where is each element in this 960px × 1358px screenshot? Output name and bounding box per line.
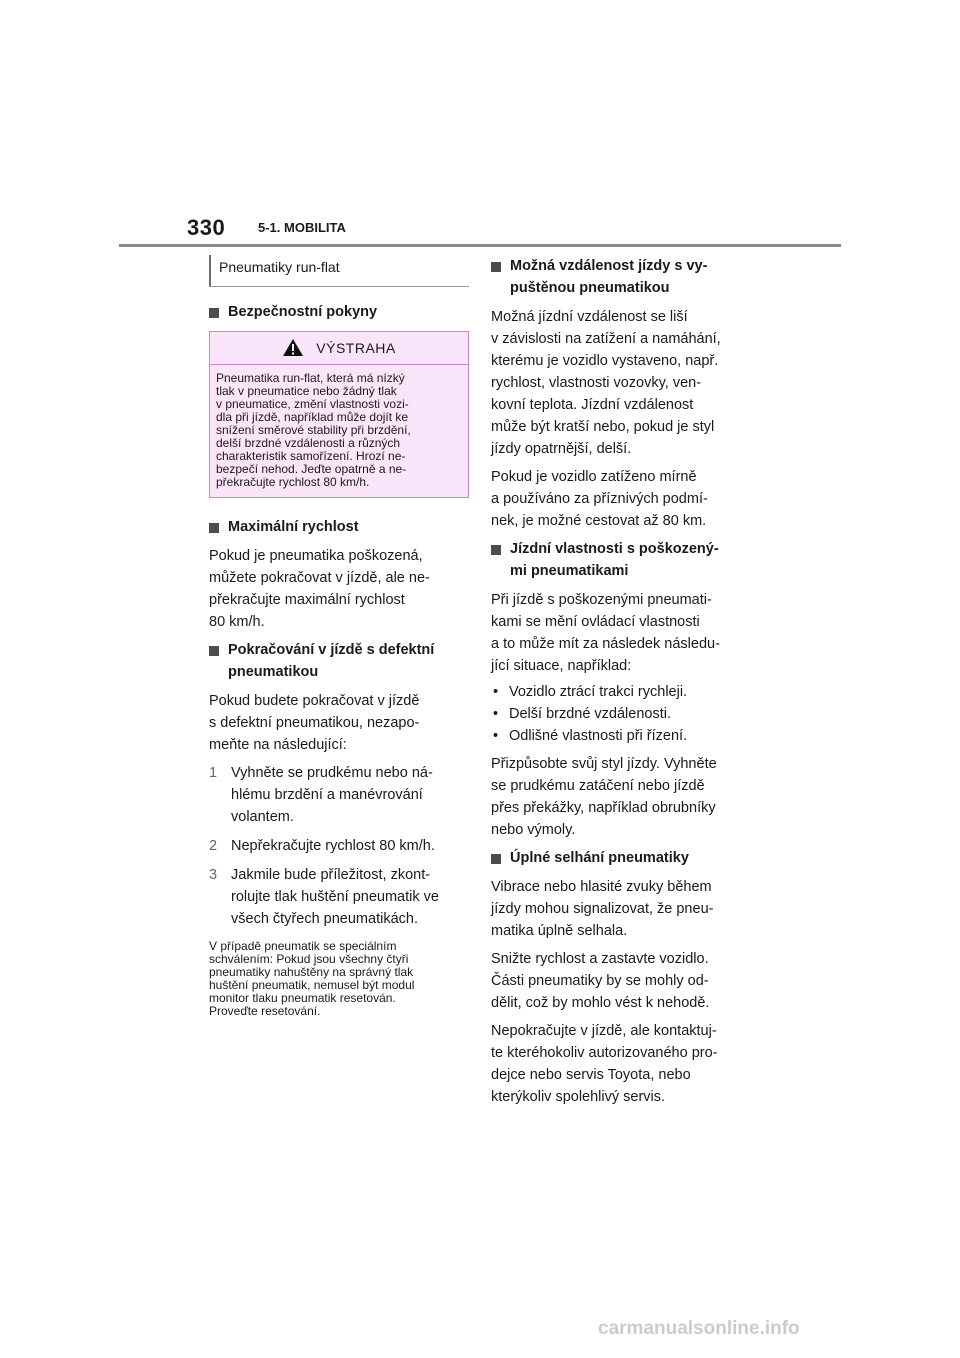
heading-square-icon xyxy=(209,523,219,533)
handling-bullets xyxy=(491,681,751,747)
list-item: • Vozidlo ztrácí trakci rychleji. xyxy=(491,681,751,703)
heading-handling: Jízdní vlastnosti s poškozený- mi pneumatikami xyxy=(491,538,751,582)
warning-header xyxy=(210,332,468,365)
chapter-title: 5-1. MOBILITA xyxy=(258,220,346,235)
heading-square-icon xyxy=(491,262,501,272)
warning-title: VÝSTRAHA xyxy=(316,339,396,356)
step-number: 3 xyxy=(209,867,218,883)
heading-continue-driving: Pokračování v jízdě s defektní pneumatikou xyxy=(209,639,469,683)
warning-triangle-icon xyxy=(282,338,304,357)
paragraph-failure-1: Vibrace nebo hlasité zvuky během jízdy mohou signalizovat, že pneu- matika úplně selhala. xyxy=(491,879,714,939)
heading-square-icon xyxy=(491,545,501,555)
left-column xyxy=(209,255,469,1018)
step-number: 2 xyxy=(209,838,218,854)
paragraph-distance-1: Možná jízdní vzdálenost se liší v závislosti na zatížení a namáhání, kterému je vozidlo vystaveno, např. rychlost, vlastnosti vozovky, ven- kovní teplota. Jízdní vzdálenost může být kratší nebo, pokud je styl jízdy opatrnější, delší. xyxy=(491,309,721,457)
note-special-approval: V případě pneumatik se speciálním schválením: Pokud jsou všechny čtyři pneumatiky nahuštěny na správný tlak huštění pneumatik, nemusel být modul monitor tlaku pneumatik resetován. Proveďte resetování. xyxy=(209,939,415,1018)
list-item: • Odlišné vlastnosti při řízení. xyxy=(491,725,751,747)
right-column xyxy=(491,255,751,1114)
list-item: 1 Vyhněte se prudkému nebo ná- hlému brzdění a manévrování volantem. xyxy=(209,762,469,828)
paragraph-distance-2: Pokud je vozidlo zatíženo mírně a používáno za příznivých podmí- nek, je možné cestovat až 80 km. xyxy=(491,469,708,529)
watermark: carmanualsonline.info xyxy=(598,1318,800,1339)
section-tag: Pneumatiky run-flat xyxy=(209,255,469,287)
heading-square-icon xyxy=(491,854,501,864)
paragraph-max-speed: Pokud je pneumatika poškozená, můžete pokračovat v jízdě, ale ne- překračujte maximální rychlost 80 km/h. xyxy=(209,548,430,630)
warning-box xyxy=(209,331,469,498)
heading-square-icon xyxy=(209,308,219,318)
paragraph-handling-2: Přizpůsobte svůj styl jízdy. Vyhněte se prudkému zatáčení nebo jízdě přes překážky, například obrubníky nebo výmoly. xyxy=(491,756,717,838)
heading-max-speed: Maximální rychlost xyxy=(209,516,469,538)
paragraph-handling-1: Při jízdě s poškozenými pneumati- kami se mění ovládací vlastnosti a to může mít za následek následu- jící situace, například: xyxy=(491,592,720,674)
list-item: 3 Jakmile bude příležitost, zkont- rolujte tlak huštění pneumatik ve všech čtyřech pneumatikách. xyxy=(209,864,469,930)
paragraph-failure-3: Nepokračujte v jízdě, ale kontaktuj- te kteréhokoliv autorizovaného pro- dejce nebo servis Toyota, nebo kterýkoliv spolehlivý servis. xyxy=(491,1023,718,1105)
page-number: 330 xyxy=(187,215,226,240)
heading-safety: Bezpečnostní pokyny xyxy=(209,301,469,323)
steps-list xyxy=(209,762,469,930)
list-item: 2 Nepřekračujte rychlost 80 km/h. xyxy=(209,835,469,857)
heading-failure: Úplné selhání pneumatiky xyxy=(491,847,751,869)
paragraph-failure-2: Snižte rychlost a zastavte vozidlo. Části pneumatiky by se mohly od- dělit, což by mohlo vést k nehodě. xyxy=(491,951,710,1011)
warning-text: Pneumatika run-flat, která má nízký tlak v pneumatice nebo žádný tlak v pneumatice, změní vlastnosti vozi- dla při jízdě, například může dojít ke snížení směrové stability při brzdění, delší brzdné vzdálenosti a různých charakteristik samořízení. Hrozí ne- bezpečí nehod. Jeďte opatrně a ne- překračujte rychlost 80 km/h. xyxy=(216,371,411,489)
step-number: 1 xyxy=(209,765,218,781)
list-item: • Delší brzdné vzdálenosti. xyxy=(491,703,751,725)
header-rule xyxy=(119,244,841,247)
heading-distance: Možná vzdálenost jízdy s vy- puštěnou pneumatikou xyxy=(491,255,751,299)
paragraph-continue-intro: Pokud budete pokračovat v jízdě s defektní pneumatikou, nezapo- meňte na následující: xyxy=(209,693,420,753)
heading-square-icon xyxy=(209,646,219,656)
